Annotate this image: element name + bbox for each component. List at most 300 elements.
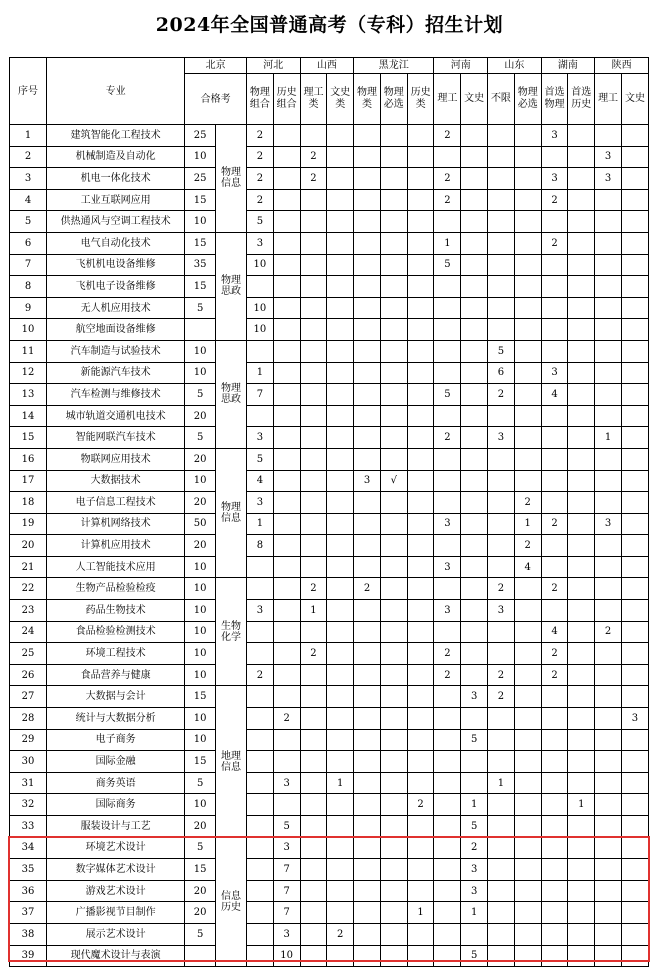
row-major: 食品检验检测技术 bbox=[47, 621, 185, 643]
quota-cell: 3 bbox=[595, 168, 622, 190]
table-row bbox=[10, 772, 649, 794]
row-number: 3 bbox=[10, 168, 47, 190]
quota-cell bbox=[300, 837, 327, 859]
row-number: 35 bbox=[10, 859, 47, 881]
quota-cell bbox=[327, 297, 354, 319]
header-subject: 理工 bbox=[595, 74, 622, 125]
quota-cell bbox=[380, 729, 407, 751]
quota-cell bbox=[488, 945, 515, 967]
quota-cell bbox=[407, 168, 434, 190]
quota-cell bbox=[354, 297, 381, 319]
quota-cell bbox=[380, 621, 407, 643]
row-number: 21 bbox=[10, 556, 47, 578]
quota-cell bbox=[541, 448, 568, 470]
quota-cell bbox=[568, 686, 595, 708]
quota-cell bbox=[300, 513, 327, 535]
quota-cell bbox=[488, 643, 515, 665]
quota-cell bbox=[407, 729, 434, 751]
quota-cell bbox=[434, 772, 461, 794]
quota-cell bbox=[380, 643, 407, 665]
quota-cell bbox=[595, 923, 622, 945]
row-major: 汽车检测与维修技术 bbox=[47, 384, 185, 406]
quota-cell bbox=[247, 729, 274, 751]
quota-cell bbox=[568, 211, 595, 233]
quota-cell bbox=[488, 859, 515, 881]
quota-cell bbox=[568, 880, 595, 902]
quota-cell bbox=[621, 902, 648, 924]
quota-cell bbox=[327, 276, 354, 298]
quota-cell bbox=[514, 664, 541, 686]
quota-cell bbox=[621, 945, 648, 967]
quota-cell bbox=[273, 254, 300, 276]
table-row bbox=[10, 923, 649, 945]
quota-cell bbox=[514, 772, 541, 794]
row-major: 机械制造及自动化 bbox=[47, 146, 185, 168]
quota-cell: 1 bbox=[434, 232, 461, 254]
quota-cell bbox=[247, 405, 274, 427]
quota-cell bbox=[568, 837, 595, 859]
row-number: 26 bbox=[10, 664, 47, 686]
quota-cell bbox=[380, 427, 407, 449]
quota-cell bbox=[568, 470, 595, 492]
table-row bbox=[10, 384, 649, 406]
row-beijing-count: 5 bbox=[185, 923, 216, 945]
quota-cell bbox=[621, 211, 648, 233]
quota-cell bbox=[380, 254, 407, 276]
quota-cell bbox=[541, 708, 568, 730]
quota-cell bbox=[568, 319, 595, 341]
quota-cell bbox=[354, 751, 381, 773]
quota-cell: 5 bbox=[488, 340, 515, 362]
quota-cell: 2 bbox=[541, 189, 568, 211]
quota-cell bbox=[354, 125, 381, 147]
quota-cell bbox=[273, 578, 300, 600]
quota-cell bbox=[327, 492, 354, 514]
table-row bbox=[10, 125, 649, 147]
row-beijing-count: 10 bbox=[185, 643, 216, 665]
row-number: 1 bbox=[10, 125, 47, 147]
quota-cell bbox=[488, 254, 515, 276]
row-major: 人工智能技术应用 bbox=[47, 556, 185, 578]
quota-cell: 10 bbox=[247, 297, 274, 319]
quota-cell bbox=[595, 125, 622, 147]
row-beijing-count: 20 bbox=[185, 535, 216, 557]
quota-cell bbox=[380, 923, 407, 945]
quota-cell bbox=[407, 556, 434, 578]
quota-cell bbox=[300, 664, 327, 686]
row-beijing-count: 10 bbox=[185, 146, 216, 168]
quota-cell bbox=[327, 189, 354, 211]
subject-group: 生物化学 bbox=[216, 578, 247, 686]
quota-cell: 1 bbox=[300, 600, 327, 622]
quota-cell bbox=[488, 297, 515, 319]
quota-cell bbox=[300, 923, 327, 945]
quota-cell bbox=[354, 384, 381, 406]
quota-cell bbox=[621, 556, 648, 578]
quota-cell bbox=[273, 319, 300, 341]
quota-cell bbox=[461, 535, 488, 557]
row-major: 电子商务 bbox=[47, 729, 185, 751]
row-major: 大数据技术 bbox=[47, 470, 185, 492]
quota-cell bbox=[541, 492, 568, 514]
quota-cell bbox=[568, 276, 595, 298]
quota-cell: 2 bbox=[488, 664, 515, 686]
quota-cell bbox=[327, 513, 354, 535]
quota-cell bbox=[247, 816, 274, 838]
quota-cell bbox=[327, 880, 354, 902]
row-beijing-count: 10 bbox=[185, 578, 216, 600]
quota-cell bbox=[354, 816, 381, 838]
row-beijing-count: 10 bbox=[185, 362, 216, 384]
quota-cell bbox=[621, 729, 648, 751]
quota-cell bbox=[434, 211, 461, 233]
quota-cell: 10 bbox=[247, 319, 274, 341]
quota-cell bbox=[327, 232, 354, 254]
quota-cell bbox=[247, 751, 274, 773]
quota-cell bbox=[300, 535, 327, 557]
quota-cell bbox=[514, 578, 541, 600]
table-row bbox=[10, 211, 649, 233]
row-number: 13 bbox=[10, 384, 47, 406]
row-number: 6 bbox=[10, 232, 47, 254]
quota-cell bbox=[434, 146, 461, 168]
quota-cell bbox=[300, 751, 327, 773]
row-beijing-count: 15 bbox=[185, 686, 216, 708]
quota-cell bbox=[380, 384, 407, 406]
row-number: 5 bbox=[10, 211, 47, 233]
quota-cell bbox=[380, 340, 407, 362]
quota-cell: 3 bbox=[621, 708, 648, 730]
quota-cell: 2 bbox=[247, 664, 274, 686]
quota-cell bbox=[407, 772, 434, 794]
quota-cell bbox=[434, 945, 461, 967]
quota-cell bbox=[568, 535, 595, 557]
row-major: 游戏艺术设计 bbox=[47, 880, 185, 902]
quota-cell bbox=[407, 125, 434, 147]
quota-cell bbox=[488, 621, 515, 643]
quota-cell bbox=[300, 340, 327, 362]
quota-cell bbox=[461, 211, 488, 233]
quota-cell bbox=[541, 254, 568, 276]
row-major: 环境艺术设计 bbox=[47, 837, 185, 859]
quota-cell bbox=[488, 276, 515, 298]
quota-cell bbox=[380, 492, 407, 514]
row-beijing-count: 25 bbox=[185, 168, 216, 190]
quota-cell bbox=[300, 708, 327, 730]
quota-cell bbox=[327, 427, 354, 449]
quota-cell bbox=[407, 837, 434, 859]
quota-cell bbox=[488, 189, 515, 211]
row-beijing-count bbox=[185, 945, 216, 967]
quota-cell bbox=[461, 384, 488, 406]
quota-cell bbox=[595, 600, 622, 622]
table-row bbox=[10, 492, 649, 514]
quota-cell bbox=[327, 859, 354, 881]
quota-cell: 2 bbox=[300, 146, 327, 168]
row-beijing-count: 10 bbox=[185, 729, 216, 751]
quota-cell: 5 bbox=[434, 254, 461, 276]
header-subject: 历史类 bbox=[407, 74, 434, 125]
quota-cell bbox=[621, 405, 648, 427]
quota-cell bbox=[595, 837, 622, 859]
quota-cell: 2 bbox=[407, 794, 434, 816]
header-subject: 物理类 bbox=[354, 74, 381, 125]
quota-cell bbox=[354, 232, 381, 254]
quota-cell: 3 bbox=[461, 859, 488, 881]
row-beijing-count: 20 bbox=[185, 448, 216, 470]
quota-cell bbox=[300, 902, 327, 924]
quota-cell bbox=[595, 729, 622, 751]
quota-cell: 4 bbox=[514, 556, 541, 578]
quota-cell bbox=[300, 470, 327, 492]
quota-cell: 1 bbox=[514, 513, 541, 535]
quota-cell bbox=[354, 880, 381, 902]
quota-cell bbox=[621, 621, 648, 643]
header-province: 河南 bbox=[434, 58, 488, 74]
quota-cell: 1 bbox=[595, 427, 622, 449]
table-row bbox=[10, 189, 649, 211]
quota-cell bbox=[327, 211, 354, 233]
quota-cell bbox=[354, 708, 381, 730]
quota-cell bbox=[300, 794, 327, 816]
row-number: 36 bbox=[10, 880, 47, 902]
subject-group: 地理信息 bbox=[216, 686, 247, 837]
quota-cell: 2 bbox=[434, 189, 461, 211]
header-subject: 理工 bbox=[434, 74, 461, 125]
quota-cell bbox=[434, 319, 461, 341]
quota-cell: 3 bbox=[434, 600, 461, 622]
quota-cell bbox=[407, 751, 434, 773]
quota-cell bbox=[488, 513, 515, 535]
row-major: 无人机应用技术 bbox=[47, 297, 185, 319]
quota-cell bbox=[621, 427, 648, 449]
quota-cell bbox=[621, 643, 648, 665]
quota-cell bbox=[354, 902, 381, 924]
table-row bbox=[10, 664, 649, 686]
quota-cell bbox=[407, 708, 434, 730]
quota-cell bbox=[327, 664, 354, 686]
quota-cell bbox=[514, 232, 541, 254]
quota-cell bbox=[621, 816, 648, 838]
quota-cell bbox=[354, 556, 381, 578]
quota-cell bbox=[434, 751, 461, 773]
quota-cell bbox=[380, 125, 407, 147]
quota-cell bbox=[380, 405, 407, 427]
row-major: 物联网应用技术 bbox=[47, 448, 185, 470]
row-beijing-count: 25 bbox=[185, 125, 216, 147]
quota-cell bbox=[273, 168, 300, 190]
quota-cell bbox=[621, 513, 648, 535]
quota-cell bbox=[380, 448, 407, 470]
quota-cell bbox=[434, 923, 461, 945]
quota-cell bbox=[273, 297, 300, 319]
quota-cell bbox=[621, 837, 648, 859]
quota-cell bbox=[327, 686, 354, 708]
quota-cell: 7 bbox=[273, 902, 300, 924]
quota-cell bbox=[461, 340, 488, 362]
quota-cell: 2 bbox=[434, 643, 461, 665]
quota-cell bbox=[327, 405, 354, 427]
row-beijing-count: 50 bbox=[185, 513, 216, 535]
quota-cell bbox=[595, 708, 622, 730]
row-beijing-count: 35 bbox=[185, 254, 216, 276]
quota-cell: 3 bbox=[247, 427, 274, 449]
quota-cell bbox=[407, 405, 434, 427]
quota-cell bbox=[407, 621, 434, 643]
quota-cell bbox=[568, 492, 595, 514]
quota-cell: 1 bbox=[327, 772, 354, 794]
row-major: 计算机网络技术 bbox=[47, 513, 185, 535]
quota-cell bbox=[327, 340, 354, 362]
quota-cell bbox=[595, 211, 622, 233]
quota-cell bbox=[354, 405, 381, 427]
quota-cell: 1 bbox=[461, 794, 488, 816]
quota-cell bbox=[461, 427, 488, 449]
row-beijing-count: 20 bbox=[185, 902, 216, 924]
quota-cell bbox=[407, 189, 434, 211]
header-province: 河北 bbox=[247, 58, 301, 74]
quota-cell bbox=[434, 405, 461, 427]
row-beijing-count: 15 bbox=[185, 189, 216, 211]
quota-cell bbox=[300, 859, 327, 881]
quota-cell bbox=[354, 794, 381, 816]
quota-cell: 2 bbox=[488, 384, 515, 406]
row-major: 城市轨道交通机电技术 bbox=[47, 405, 185, 427]
quota-cell: 3 bbox=[354, 470, 381, 492]
quota-cell: 4 bbox=[247, 470, 274, 492]
quota-cell bbox=[407, 384, 434, 406]
quota-cell bbox=[327, 945, 354, 967]
quota-cell: 3 bbox=[541, 125, 568, 147]
row-major: 药品生物技术 bbox=[47, 600, 185, 622]
quota-cell bbox=[380, 794, 407, 816]
quota-cell bbox=[595, 319, 622, 341]
quota-cell: 3 bbox=[247, 492, 274, 514]
header-subject: 首选物理 bbox=[541, 74, 568, 125]
quota-cell bbox=[273, 513, 300, 535]
quota-cell bbox=[300, 945, 327, 967]
table-row bbox=[10, 146, 649, 168]
quota-cell bbox=[273, 125, 300, 147]
quota-cell bbox=[380, 664, 407, 686]
quota-cell: 2 bbox=[514, 492, 541, 514]
quota-cell bbox=[380, 816, 407, 838]
quota-cell: 5 bbox=[434, 384, 461, 406]
quota-cell: 3 bbox=[595, 146, 622, 168]
quota-cell bbox=[595, 297, 622, 319]
table-row bbox=[10, 232, 649, 254]
quota-cell bbox=[380, 513, 407, 535]
quota-cell bbox=[595, 686, 622, 708]
quota-cell bbox=[568, 643, 595, 665]
row-number: 34 bbox=[10, 837, 47, 859]
quota-cell bbox=[380, 232, 407, 254]
row-major: 机电一体化技术 bbox=[47, 168, 185, 190]
quota-cell bbox=[380, 686, 407, 708]
quota-cell: 2 bbox=[434, 664, 461, 686]
quota-cell bbox=[273, 232, 300, 254]
quota-cell bbox=[461, 125, 488, 147]
quota-cell bbox=[595, 405, 622, 427]
quota-cell bbox=[300, 772, 327, 794]
row-major: 航空地面设备维修 bbox=[47, 319, 185, 341]
table-row bbox=[10, 535, 649, 557]
quota-cell bbox=[595, 945, 622, 967]
header-province: 陕西 bbox=[595, 58, 649, 74]
quota-cell bbox=[541, 297, 568, 319]
quota-cell bbox=[434, 470, 461, 492]
quota-cell bbox=[488, 837, 515, 859]
row-beijing-count: 20 bbox=[185, 816, 216, 838]
table-row bbox=[10, 945, 649, 967]
row-major: 工业互联网应用 bbox=[47, 189, 185, 211]
quota-cell bbox=[621, 794, 648, 816]
row-number: 15 bbox=[10, 427, 47, 449]
quota-cell bbox=[621, 362, 648, 384]
quota-cell bbox=[300, 556, 327, 578]
row-number: 14 bbox=[10, 405, 47, 427]
quota-cell bbox=[488, 405, 515, 427]
quota-cell bbox=[461, 189, 488, 211]
row-number: 30 bbox=[10, 751, 47, 773]
quota-cell bbox=[514, 902, 541, 924]
row-number: 22 bbox=[10, 578, 47, 600]
quota-cell bbox=[434, 816, 461, 838]
row-beijing-count: 20 bbox=[185, 492, 216, 514]
quota-cell: 3 bbox=[461, 686, 488, 708]
quota-cell bbox=[461, 470, 488, 492]
table-row bbox=[10, 751, 649, 773]
table-row bbox=[10, 470, 649, 492]
quota-cell bbox=[621, 686, 648, 708]
quota-cell: 5 bbox=[461, 729, 488, 751]
quota-cell bbox=[461, 297, 488, 319]
table-row bbox=[10, 902, 649, 924]
quota-cell bbox=[354, 600, 381, 622]
quota-cell bbox=[407, 448, 434, 470]
quota-cell bbox=[354, 535, 381, 557]
row-beijing-count: 10 bbox=[185, 664, 216, 686]
quota-cell: 2 bbox=[541, 232, 568, 254]
quota-cell bbox=[461, 664, 488, 686]
quota-cell bbox=[354, 319, 381, 341]
quota-cell bbox=[327, 837, 354, 859]
quota-cell: 7 bbox=[273, 880, 300, 902]
quota-cell bbox=[247, 772, 274, 794]
quota-cell bbox=[595, 859, 622, 881]
quota-cell: 4 bbox=[541, 621, 568, 643]
table-row bbox=[10, 448, 649, 470]
quota-cell bbox=[407, 427, 434, 449]
quota-cell bbox=[541, 794, 568, 816]
quota-cell bbox=[407, 643, 434, 665]
row-number: 33 bbox=[10, 816, 47, 838]
quota-cell bbox=[380, 772, 407, 794]
quota-cell bbox=[541, 556, 568, 578]
quota-cell bbox=[514, 880, 541, 902]
quota-cell bbox=[621, 470, 648, 492]
row-major: 广播影视节目制作 bbox=[47, 902, 185, 924]
quota-cell bbox=[354, 729, 381, 751]
quota-cell bbox=[621, 340, 648, 362]
quota-cell bbox=[541, 535, 568, 557]
quota-cell bbox=[595, 232, 622, 254]
quota-cell bbox=[541, 751, 568, 773]
quota-cell bbox=[568, 297, 595, 319]
quota-cell bbox=[568, 729, 595, 751]
row-major: 统计与大数据分析 bbox=[47, 708, 185, 730]
quota-cell bbox=[595, 384, 622, 406]
